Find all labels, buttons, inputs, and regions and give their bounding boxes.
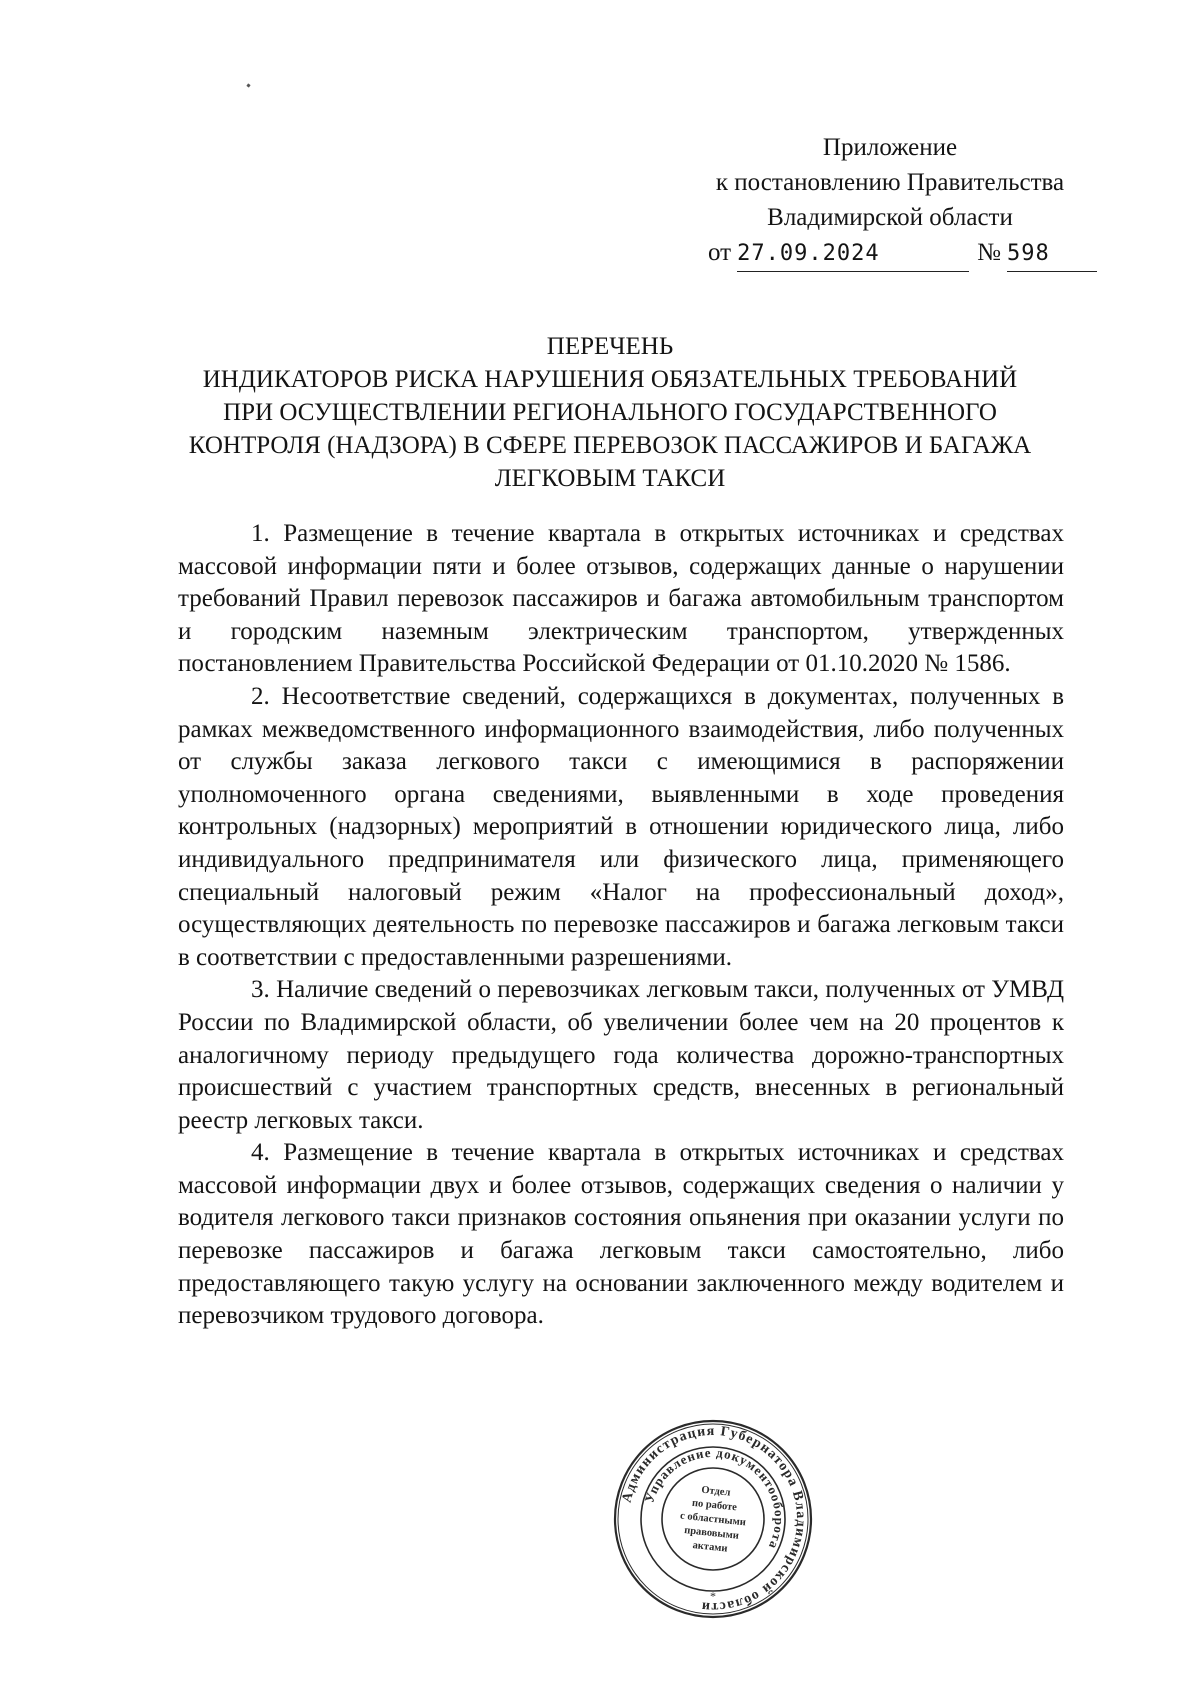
title-line-1: ПЕРЕЧЕНЬ [546, 333, 674, 360]
indicator-item-4: 4. Размещение в течение квартала в открытых источниках и средствах массовой информации двух и более отзывов, содержащих сведения о наличии у водителя легкового такси признаков состояния опьянения при оказании услуги по перевозке пассажиров и багажа легковым такси самостоятельно, либо предоставляющего такую услугу на основании заключенного между водителем и перевозчиком трудового договора. [178, 1139, 1064, 1330]
decree-number: 598 [1007, 236, 1097, 272]
appendix-date-row [660, 235, 1120, 272]
appendix-label: Приложение [822, 134, 958, 161]
indicator-item-3: 3. Наличие сведений о перевозчиках легковым такси, полученных от УМВД России по Владимирской области, об увеличении более чем на 20 процентов к аналогичному периоду предыдущего года количества дорожно-транспортных происшествий с участием транспортных средств, внесенных в региональный реестр легковых такси. [178, 976, 1064, 1134]
title-line-3: ПРИ ОСУЩЕСТВЛЕНИИ РЕГИОНАЛЬНОГО ГОСУДАРСТВЕННОГО [223, 399, 997, 426]
number-prefix: № [977, 239, 1001, 266]
appendix-region: Владимирской области [767, 204, 1013, 231]
date-prefix: от [708, 239, 732, 266]
stamp-center-line-4: правовыми [683, 1525, 740, 1542]
decree-date: 27.09.2024 [737, 236, 969, 272]
stamp-center-line-2: по работе [691, 1497, 738, 1514]
stamp-star: * [710, 1589, 716, 1603]
appendix-header [660, 130, 1120, 272]
stamp-center-line-1: Отдел [700, 1484, 731, 1499]
title-line-2: ИНДИКАТОРОВ РИСКА НАРУШЕНИЯ ОБЯЗАТЕЛЬНЫХ ТРЕБОВАНИЙ [202, 366, 1018, 393]
indicator-item-1: 1. Размещение в течение квартала в открытых источниках и средствах массовой информации пяти и более отзывов, содержащих данные о нарушении требований Правил перевозок пассажиров и багажа автомобильным транспортом и городским наземным электрическим транспортом, утвержденных постановлением Правительства Российской Федерации от 01.10.2020 № 1586. [178, 520, 1064, 678]
stamp-center-line-3: с областными [679, 1510, 747, 1529]
stamp-graphic [612, 1418, 814, 1620]
indicator-item-2: 2. Несоответствие сведений, содержащихся в документах, полученных в рамках межведомственного информационного взаимодействия, либо полученных от службы заказа легкового такси с имеющимися в распоряжении уполномоченного органа сведениями, выявленными в ходе проведения контрольных (надзорных) мероприятий в отношении юридического лица, либо индивидуального предпринимателя или физического лица, применяющего специальный налоговый режим «Налог на профессиональный доход», осуществляющих деятельность по перевозке пассажиров и багажа легковым такси в соответствии с предоставленными разрешениями. [178, 682, 1064, 971]
scan-mark [246, 83, 250, 87]
appendix-decree-ref: к постановлению Правительства [715, 169, 1065, 196]
title-line-5: ЛЕГКОВЫМ ТАКСИ [494, 465, 726, 492]
stamp-center-line-5: актами [692, 1540, 729, 1555]
indicator-list [178, 518, 1064, 1333]
stamp-middle-text: Управление документооборота [641, 1444, 788, 1553]
stamp-center-text [677, 1483, 750, 1557]
title-line-4: КОНТРОЛЯ (НАДЗОРА) В СФЕРЕ ПЕРЕВОЗОК ПАССАЖИРОВ И БАГАЖА [188, 432, 1032, 459]
official-stamp [612, 1418, 814, 1620]
stamp-outer-text: Администрация Губернатора Владимирской области [619, 1423, 809, 1615]
document-title [150, 330, 1070, 495]
